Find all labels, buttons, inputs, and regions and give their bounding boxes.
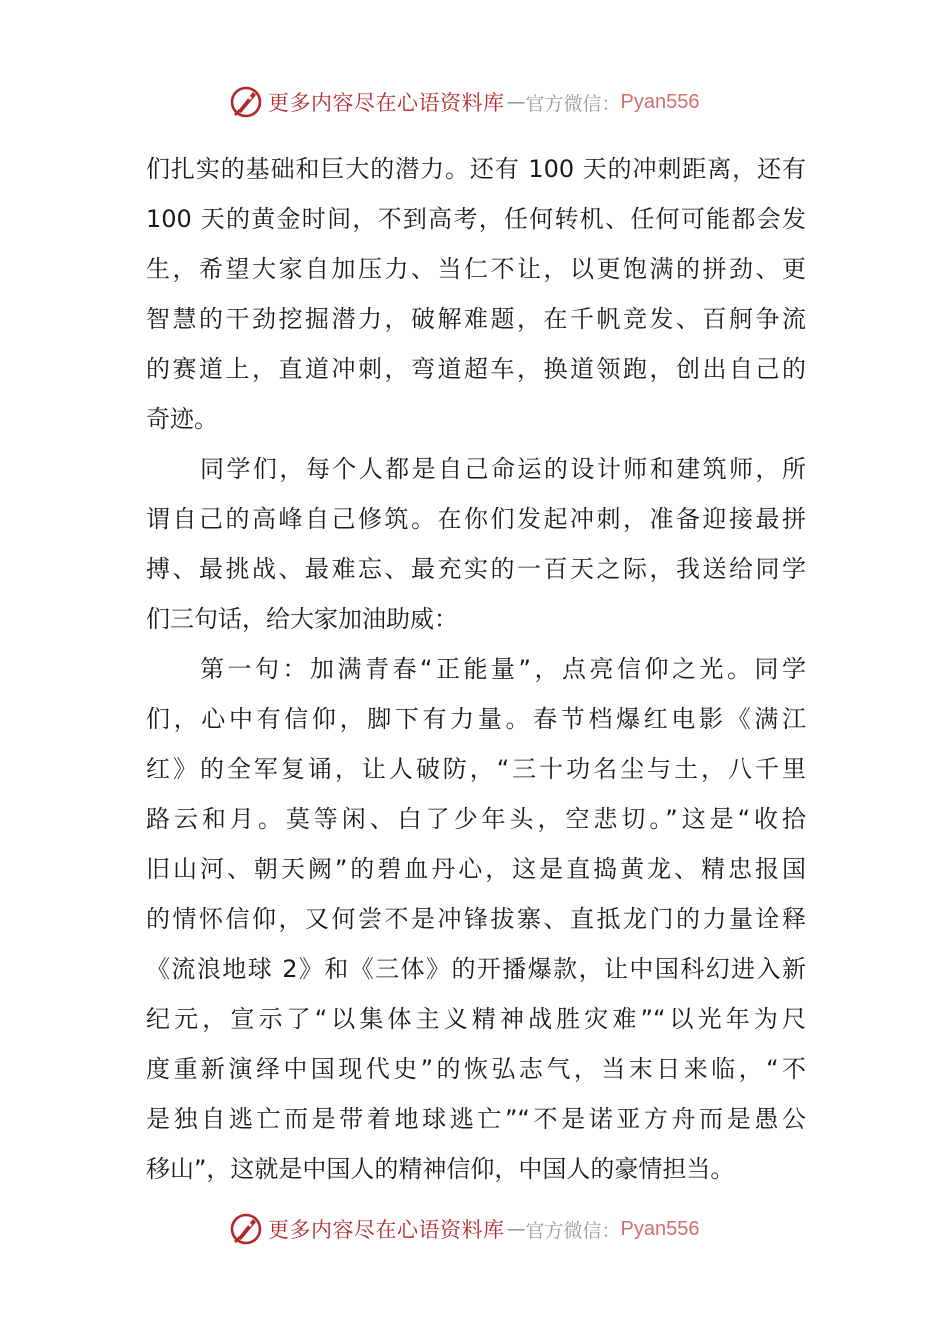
- body-line: 的情怀信仰，又何尝不是冲锋拔寨、直抵龙门的力量诠释: [146, 905, 806, 933]
- document-body: [146, 144, 806, 1194]
- watermark-wechat-label: 官方微信：: [525, 1219, 621, 1242]
- footer-watermark: [228, 1209, 748, 1249]
- watermark-site-text: 更多内容尽在心语资料库: [268, 1218, 505, 1242]
- body-line: 纪元，宣示了“以集体主义精神战胜灾难”“以光年为尺: [146, 1005, 806, 1033]
- watermark-wechat-id: Pyan556: [620, 1217, 700, 1240]
- body-line: 谓自己的高峰自己修筑。在你们发起冲刺，准备迎接最拼: [146, 505, 806, 533]
- body-line: 是独自逃亡而是带着地球逃亡”“不是诺亚方舟而是愚公: [146, 1105, 806, 1133]
- body-line: 的赛道上，直道冲刺，弯道超车，换道领跑，创出自己的: [146, 355, 806, 383]
- body-line: 度重新演绎中国现代史”的恢弘志气，当末日来临，“不: [146, 1055, 806, 1083]
- body-line: 同学们，每个人都是自己命运的设计师和建筑师，所: [200, 455, 806, 483]
- body-line: 旧山河、朝天阙”的碧血丹心，这是直捣黄龙、精忠报国: [146, 855, 806, 883]
- body-line: 奇迹。: [146, 405, 218, 433]
- body-line: 红》的全军复诵，让人破防，“三十功名尘与土，八千里: [146, 755, 806, 783]
- watermark-site-text: 更多内容尽在心语资料库: [268, 91, 505, 115]
- body-line: 们，心中有信仰，脚下有力量。春节档爆红电影《满江: [146, 705, 806, 733]
- header-watermark: [228, 82, 748, 122]
- body-line: 搏、最挑战、最难忘、最充实的一百天之际，我送给同学: [146, 555, 806, 583]
- body-line: 智慧的干劲挖掘潜力，破解难题，在千帆竞发、百舸争流: [146, 305, 806, 333]
- body-line: 移山”，这就是中国人的精神信仰，中国人的豪情担当。: [146, 1155, 735, 1183]
- body-line: 们三句话，给大家加油助威：: [146, 605, 458, 633]
- watermark-dash: —: [506, 1218, 526, 1240]
- body-line: 《流浪地球 2》和《三体》的开播爆款，让中国科幻进入新: [146, 955, 806, 983]
- watermark-wechat-label: 官方微信：: [525, 92, 621, 115]
- body-line: 100 天的黄金时间，不到高考，任何转机、任何可能都会发: [146, 205, 806, 233]
- body-line: 第一句：加满青春“正能量”，点亮信仰之光。同学: [200, 655, 806, 683]
- pen-nib-circle-icon: [228, 1211, 264, 1247]
- watermark-wechat-id: Pyan556: [620, 90, 700, 113]
- body-line: 路云和月。莫等闲、白了少年头，空悲切。”这是“收拾: [146, 805, 806, 833]
- body-line: 们扎实的基础和巨大的潜力。还有 100 天的冲刺距离，还有: [146, 155, 806, 183]
- body-line: 生，希望大家自加压力、当仁不让，以更饱满的拼劲、更: [146, 255, 806, 283]
- pen-nib-circle-icon: [228, 84, 264, 120]
- watermark-dash: —: [506, 91, 526, 113]
